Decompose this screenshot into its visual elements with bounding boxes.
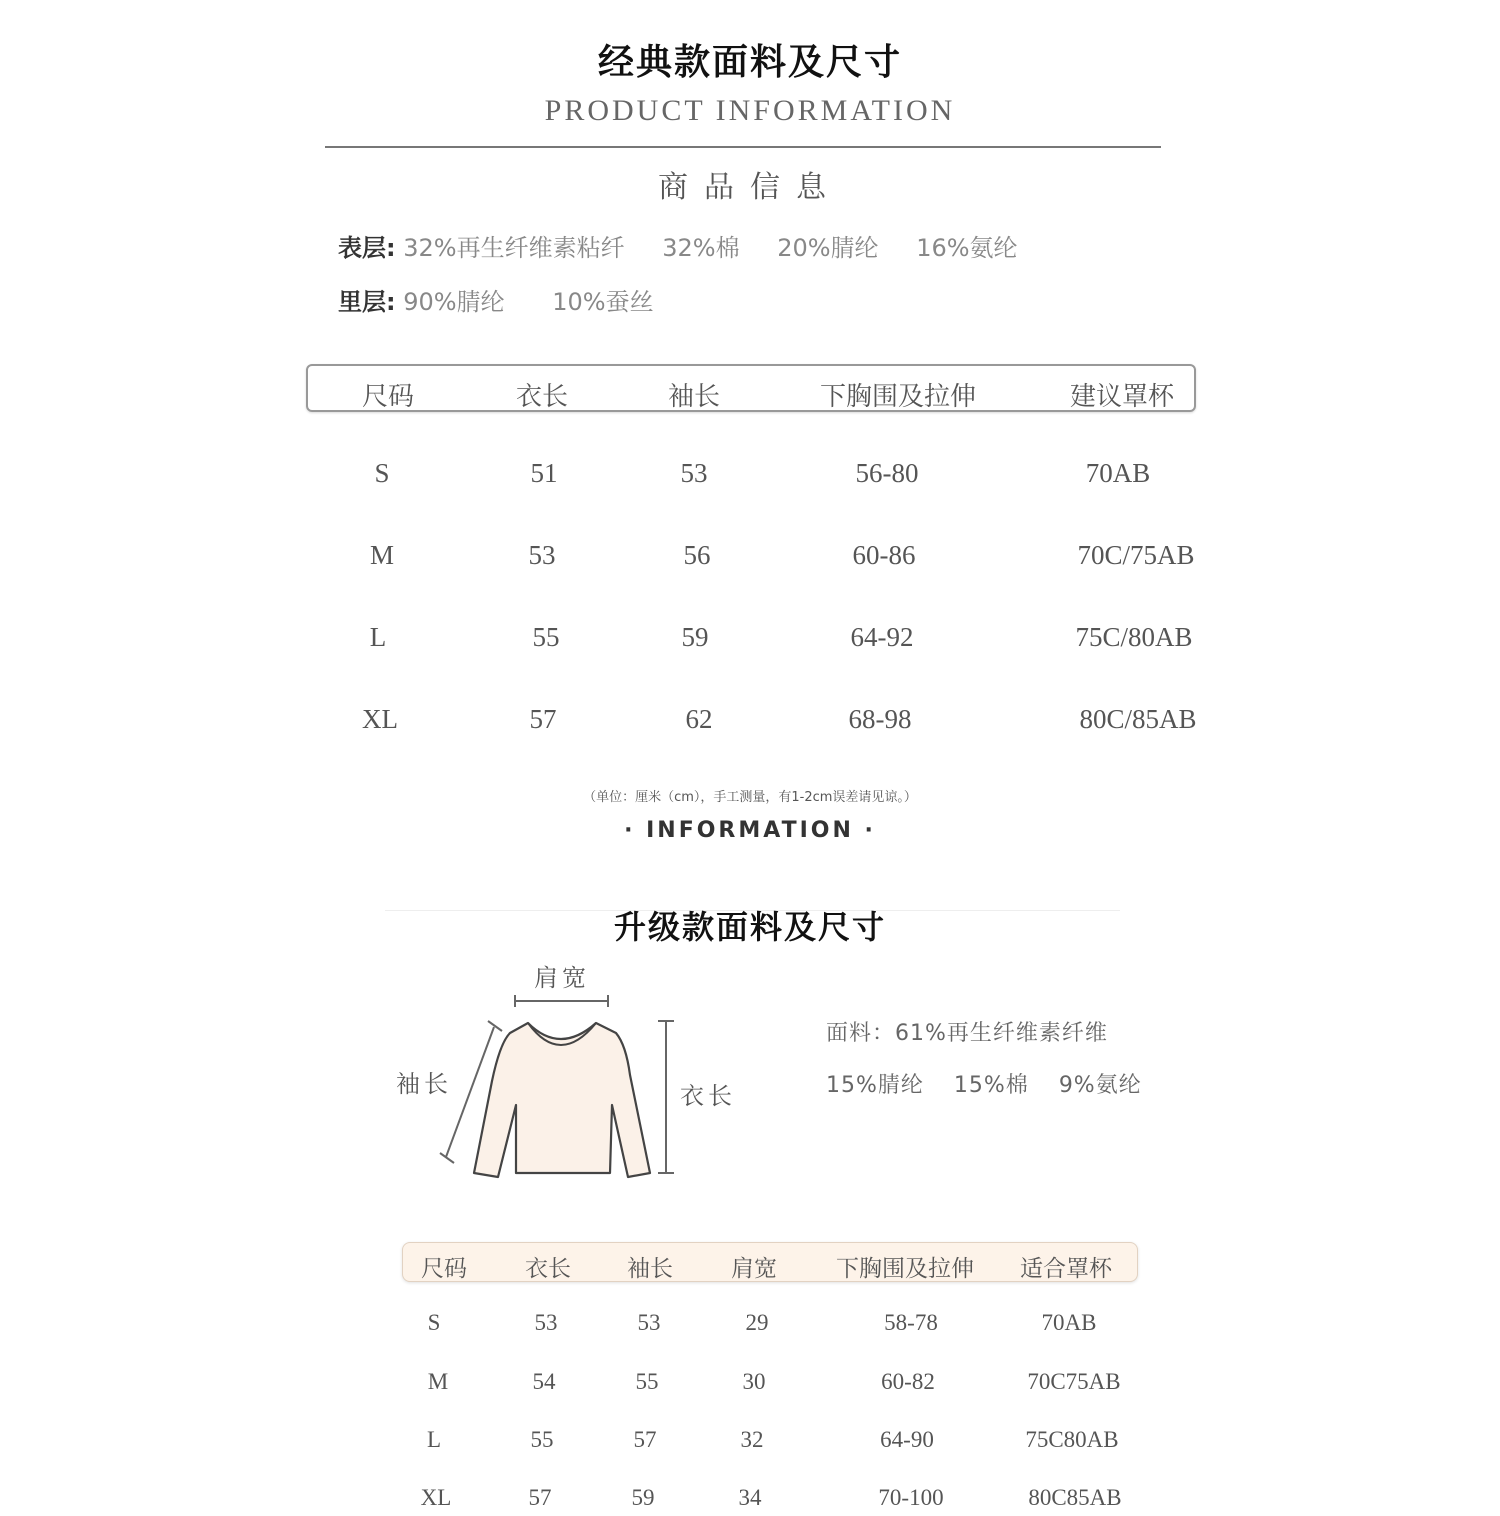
table-cell: 57 bbox=[528, 1485, 552, 1510]
table-cell: 70C75AB bbox=[1027, 1369, 1121, 1394]
table-cell: S bbox=[427, 1310, 441, 1335]
table-cell: 60-86 bbox=[852, 540, 916, 570]
measurement-note: （单位：厘米（cm），手工测量，有1-2cm误差请见谅。） bbox=[583, 790, 917, 805]
sleeve-length-label: 袖长 bbox=[396, 1070, 452, 1098]
table-cell: 59 bbox=[631, 1485, 655, 1510]
inner-fabric-line bbox=[338, 282, 684, 317]
table-cell: 64-92 bbox=[850, 622, 914, 652]
table-header-cell: 袖长 bbox=[667, 382, 720, 412]
table-cell: 53 bbox=[534, 1310, 558, 1335]
table-cell: L bbox=[426, 1427, 442, 1452]
table-header-cell: 尺码 bbox=[421, 1256, 467, 1282]
product-info-cn-heading: 商品信息 bbox=[658, 170, 842, 205]
table-cell: XL bbox=[362, 704, 398, 734]
table-cell: 55 bbox=[530, 1427, 554, 1452]
table-cell: 34 bbox=[738, 1485, 762, 1510]
table-cell: S bbox=[374, 458, 390, 488]
body-length-label: 衣长 bbox=[680, 1082, 736, 1110]
table-cell: 80C/85AB bbox=[1079, 704, 1197, 734]
table-cell: 70C/75AB bbox=[1077, 540, 1195, 570]
table-cell: 53 bbox=[637, 1310, 661, 1335]
table-cell: 56 bbox=[683, 540, 711, 570]
table-header-cell: 下胸围及拉伸 bbox=[819, 382, 976, 412]
table-cell: 80C85AB bbox=[1028, 1485, 1122, 1510]
table-cell: 55 bbox=[532, 622, 560, 652]
table-cell: 60-82 bbox=[881, 1369, 935, 1394]
table-cell: 75C80AB bbox=[1025, 1427, 1119, 1452]
table-cell: 64-90 bbox=[880, 1427, 934, 1452]
table-cell: 57 bbox=[633, 1427, 657, 1452]
upgrade-fabric-line-2 bbox=[826, 1068, 1164, 1099]
table-cell: L bbox=[369, 622, 387, 652]
table-header-cell: 下胸围及拉伸 bbox=[836, 1256, 974, 1282]
table-cell: 30 bbox=[742, 1369, 766, 1394]
table-cell: 29 bbox=[745, 1310, 769, 1335]
information-tag: · INFORMATION · bbox=[624, 818, 876, 843]
divider bbox=[325, 146, 1161, 148]
table-cell: 58-78 bbox=[884, 1310, 938, 1335]
garment-diagram bbox=[420, 985, 700, 1195]
table-header-cell: 衣长 bbox=[525, 1256, 571, 1282]
outer-fabric-label: 表层: bbox=[338, 234, 396, 262]
inner-fabric-label: 里层: bbox=[338, 288, 396, 316]
shoulder-width-label: 肩宽 bbox=[534, 964, 590, 992]
shirt-shape-icon bbox=[474, 1023, 650, 1177]
upgrade-fabric-item: 15%棉 bbox=[953, 1073, 1029, 1098]
inner-fabric-item: 90%腈纶 bbox=[403, 288, 505, 316]
outer-fabric-item: 32%再生纤维素粘纤 bbox=[403, 234, 625, 262]
outer-fabric-item: 20%腈纶 bbox=[777, 234, 879, 262]
outer-fabric-line bbox=[338, 228, 1048, 263]
table-header-cell: 尺码 bbox=[361, 382, 414, 412]
table-cell: M bbox=[427, 1369, 449, 1394]
table-cell: 70AB bbox=[1041, 1310, 1097, 1335]
table-cell: XL bbox=[420, 1485, 452, 1510]
upgrade-fabric-item: 15%腈纶 bbox=[826, 1073, 924, 1098]
table-cell: 75C/80AB bbox=[1075, 622, 1193, 652]
upgrade-fabric-item: 9%氨纶 bbox=[1058, 1073, 1142, 1098]
upgrade-title: 升级款面料及尺寸 bbox=[613, 908, 886, 946]
table-header-cell: 肩宽 bbox=[731, 1256, 777, 1282]
table-cell: 70-100 bbox=[878, 1485, 944, 1510]
table-cell: M bbox=[369, 540, 394, 570]
table-cell: 62 bbox=[685, 704, 713, 734]
table-cell: 55 bbox=[635, 1369, 659, 1394]
length-measure-line bbox=[658, 1021, 674, 1173]
table-cell: 53 bbox=[528, 540, 556, 570]
product-information-heading: PRODUCT INFORMATION bbox=[544, 94, 956, 127]
table-cell: 53 bbox=[680, 458, 708, 488]
table-header-cell: 建议罩杯 bbox=[1069, 382, 1174, 412]
table-cell: 51 bbox=[530, 458, 558, 488]
table-header-cell: 适合罩杯 bbox=[1020, 1256, 1112, 1282]
shoulder-measure-line bbox=[515, 995, 608, 1007]
table-cell: 70AB bbox=[1085, 458, 1151, 488]
table-header-cell: 衣长 bbox=[515, 382, 568, 412]
table-cell: 68-98 bbox=[848, 704, 912, 734]
table-cell: 32 bbox=[740, 1427, 764, 1452]
table-cell: 54 bbox=[532, 1369, 556, 1394]
outer-fabric-item: 32%棉 bbox=[662, 234, 740, 262]
upgrade-fabric-line-1: 面料：61%再生纤维素纤维 bbox=[826, 1021, 1108, 1046]
table-cell: 57 bbox=[529, 704, 557, 734]
table-header-cell: 袖长 bbox=[627, 1256, 673, 1282]
outer-fabric-item: 16%氨纶 bbox=[916, 234, 1018, 262]
classic-title: 经典款面料及尺寸 bbox=[597, 42, 902, 83]
table-cell: 59 bbox=[681, 622, 709, 652]
table-cell: 56-80 bbox=[855, 458, 919, 488]
inner-fabric-item: 10%蚕丝 bbox=[552, 288, 654, 316]
